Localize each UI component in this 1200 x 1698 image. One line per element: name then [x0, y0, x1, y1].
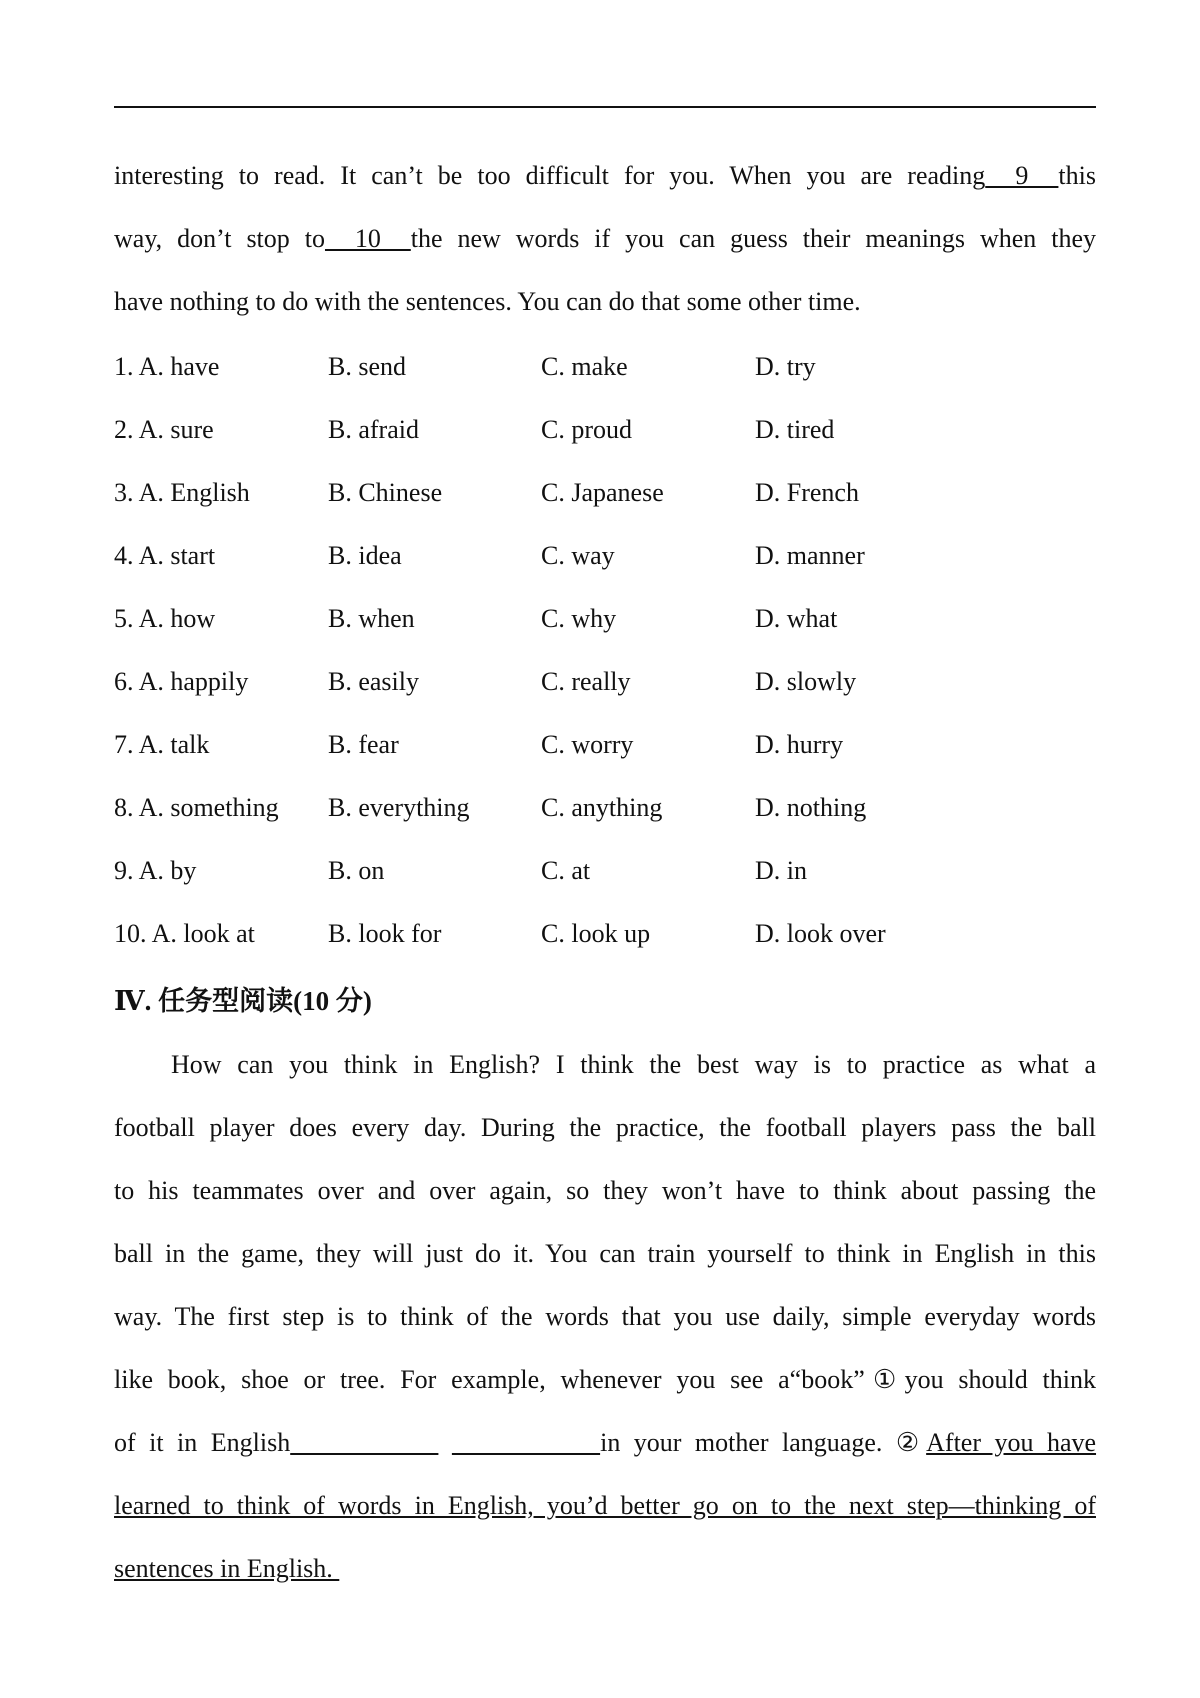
passage-line: [114, 1537, 1096, 1600]
option-d: D. what: [755, 604, 838, 633]
option-b: B. when: [328, 604, 415, 633]
option-a: 9. A. by: [114, 856, 197, 885]
option-row: [114, 776, 1096, 839]
option-b: B. fear: [328, 730, 399, 759]
option-b: B. send: [328, 352, 406, 381]
option-b: B. Chinese: [328, 478, 443, 507]
header-rule: [114, 106, 1096, 108]
option-d: D. look over: [755, 919, 886, 948]
option-a: 8. A. something: [114, 793, 279, 822]
underlined-sentence: sentences in English.: [114, 1554, 340, 1583]
option-row: [114, 587, 1096, 650]
option-c: C. proud: [541, 415, 632, 444]
option-row: [114, 713, 1096, 776]
option-c: C. anything: [541, 793, 663, 822]
option-c: C. Japanese: [541, 478, 664, 507]
option-d: D. try: [755, 352, 816, 381]
answer-blank-1a: [290, 1428, 438, 1457]
line-text: the new words if you can guess their meanings when they: [410, 224, 1097, 253]
option-c: C. look up: [541, 919, 651, 948]
option-d: D. tired: [755, 415, 835, 444]
blank-gap: [438, 1428, 451, 1457]
line-text: in your mother language. ②: [600, 1428, 927, 1457]
passage-line: [114, 1411, 1096, 1474]
option-a: 1. A. have: [114, 352, 220, 381]
passage-line: [114, 207, 1096, 270]
option-c: C. really: [541, 667, 631, 696]
option-a: 7. A. talk: [114, 730, 210, 759]
answer-blank-9: 9: [985, 161, 1059, 190]
underlined-sentence: After you have: [926, 1428, 1097, 1457]
option-a: 5. A. how: [114, 604, 216, 633]
passage-line: football player does every day. During the practice, the football players pass the ball: [114, 1113, 1096, 1142]
option-b: B. everything: [328, 793, 470, 822]
line-text: of it in English: [114, 1428, 291, 1457]
option-a: 2. A. sure: [114, 415, 214, 444]
option-b: B. look for: [328, 919, 442, 948]
option-b: B. on: [328, 856, 385, 885]
answer-blank-1b: [452, 1428, 600, 1457]
option-a: 6. A. happily: [114, 667, 249, 696]
option-d: D. nothing: [755, 793, 867, 822]
option-row: [114, 839, 1096, 902]
option-c: C. at: [541, 856, 591, 885]
answer-options: [114, 335, 1096, 965]
passage-line: [114, 144, 1096, 207]
passage-line: have nothing to do with the sentences. You can do that some other time.: [114, 287, 861, 316]
section-heading: Ⅳ. 任务型阅读(10 分): [114, 986, 372, 1016]
option-b: B. idea: [328, 541, 402, 570]
option-row: [114, 461, 1096, 524]
option-row: [114, 524, 1096, 587]
passage-bottom: [114, 1033, 1096, 1600]
passage-line: ball in the game, they will just do it. You can train yourself to think in English in this: [114, 1239, 1096, 1268]
option-c: C. make: [541, 352, 628, 381]
option-d: D. in: [755, 856, 807, 885]
option-d: D. manner: [755, 541, 865, 570]
option-row: [114, 650, 1096, 713]
option-d: D. hurry: [755, 730, 844, 759]
line-text: interesting to read. It can’t be too difficult for you. When you are reading: [114, 161, 986, 190]
option-b: B. easily: [328, 667, 419, 696]
line-text: this: [1058, 161, 1096, 190]
option-b: B. afraid: [328, 415, 419, 444]
option-row: [114, 398, 1096, 461]
line-text: way, don’t stop to: [114, 224, 325, 253]
option-c: C. worry: [541, 730, 634, 759]
passage-top: [114, 144, 1096, 333]
option-c: C. way: [541, 541, 615, 570]
option-a: 4. A. start: [114, 541, 216, 570]
option-c: C. why: [541, 604, 617, 633]
option-row: [114, 902, 1096, 965]
option-a: 3. A. English: [114, 478, 250, 507]
answer-blank-10: 10: [324, 224, 411, 253]
passage-line: like book, shoe or tree. For example, whenever you see a“book”①you should think: [114, 1365, 1096, 1394]
passage-line: to his teammates over and over again, so they won’t have to think about passing the: [114, 1176, 1096, 1205]
underlined-sentence: learned to think of words in English, you’d better go on to the next step—thinking of: [114, 1491, 1096, 1520]
option-d: D. slowly: [755, 667, 857, 696]
option-d: D. French: [755, 478, 859, 507]
passage-line: How can you think in English? I think the best way is to practice as what a: [171, 1050, 1096, 1079]
passage-line: way. The first step is to think of the words that you use daily, simple everyday words: [114, 1302, 1096, 1331]
option-row: [114, 335, 1096, 398]
option-a: 10. A. look at: [114, 919, 255, 948]
